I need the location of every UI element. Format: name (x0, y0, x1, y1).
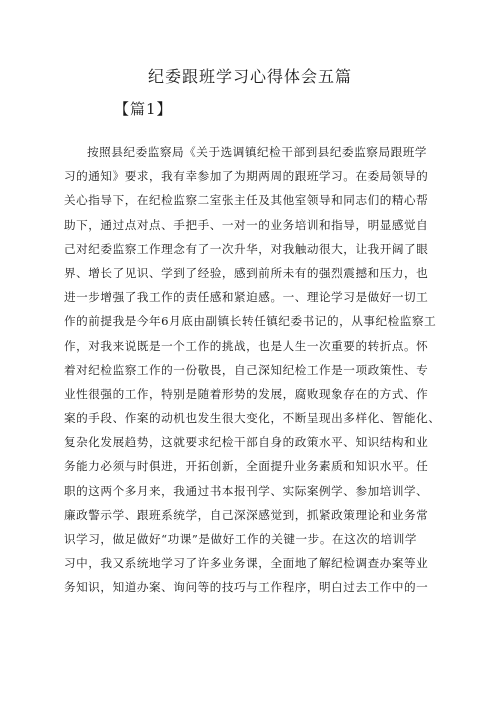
paragraph-line: 关心指导下，在纪检监察二室张主任及其他室领导和同志们的精心帮 (64, 193, 429, 208)
paragraph-line: 习中，我又系统地学习了许多业务课，全面地了解纪检调查办案等业 (64, 556, 429, 571)
paragraph-line: 识学习，做足做好“功课”是做好工作的关键一步。在这次的培训学 (64, 532, 417, 546)
paragraph-line: 廉政警示学、跟班系统学，自己深深感觉到，抓紧政策理论和业务常 (64, 507, 429, 522)
paragraph-line: 务知识，知道办案、询问等的技巧与工作程序，明白过去工作中的一 (64, 580, 429, 595)
paragraph-line: 进一步增强了我工作的责任感和紧迫感。一、理论学习是做好一切工 (64, 290, 429, 305)
paragraph-line: 界、增长了见识、学到了经验，感到前所未有的强烈震撼和压力，也 (64, 265, 429, 280)
document-title: 纪委跟班学习心得体会五篇 (147, 67, 352, 86)
body-paragraph (64, 140, 444, 600)
paragraph-line: 务能力必须与时俱进，开拓创新，全面提升业务素质和知识水平。任 (64, 459, 429, 474)
paragraph-line: 助下，通过点对点、手把手、一对一的业务培训和指导，明显感觉自 (64, 217, 429, 232)
paragraph-line: 作，对我来说既是一个工作的挑战，也是人生一次重要的转折点。怀 (64, 338, 429, 353)
paragraph-line: 业性很强的工作，特别是随着形势的发展，腐败现象存在的方式、作 (64, 386, 429, 401)
paragraph-line: 案的手段、作案的动机也发生很大变化，不断呈现出多样化、智能化、 (64, 411, 441, 426)
paragraph-line: 职的这两个多月来，我通过书本报刊学、实际案例学、参加培训学、 (64, 483, 429, 498)
section-heading: 【篇1】 (114, 100, 173, 118)
paragraph-line: 复杂化发展趋势，这就要求纪检干部自身的政策水平、知识结构和业 (64, 435, 429, 450)
paragraph-line: 己对纪委监察工作理念有了一次升华，对我触动很大，让我开阔了眼 (64, 241, 429, 256)
paragraph-line: 习的通知》要求，我有幸参加了为期两周的跟班学习。在委局领导的 (64, 169, 429, 184)
paragraph-line: 作的前提我是今年6月底由副镇长转任镇纪委书记的，从事纪检监察工 (64, 314, 437, 329)
paragraph-line: 按照县纪委监察局《关于选调镇纪检干部到县纪委监察局跟班学 (87, 145, 428, 159)
paragraph-line: 着对纪检监察工作的一份敬畏，自己深知纪检工作是一项政策性、专 (64, 362, 429, 377)
